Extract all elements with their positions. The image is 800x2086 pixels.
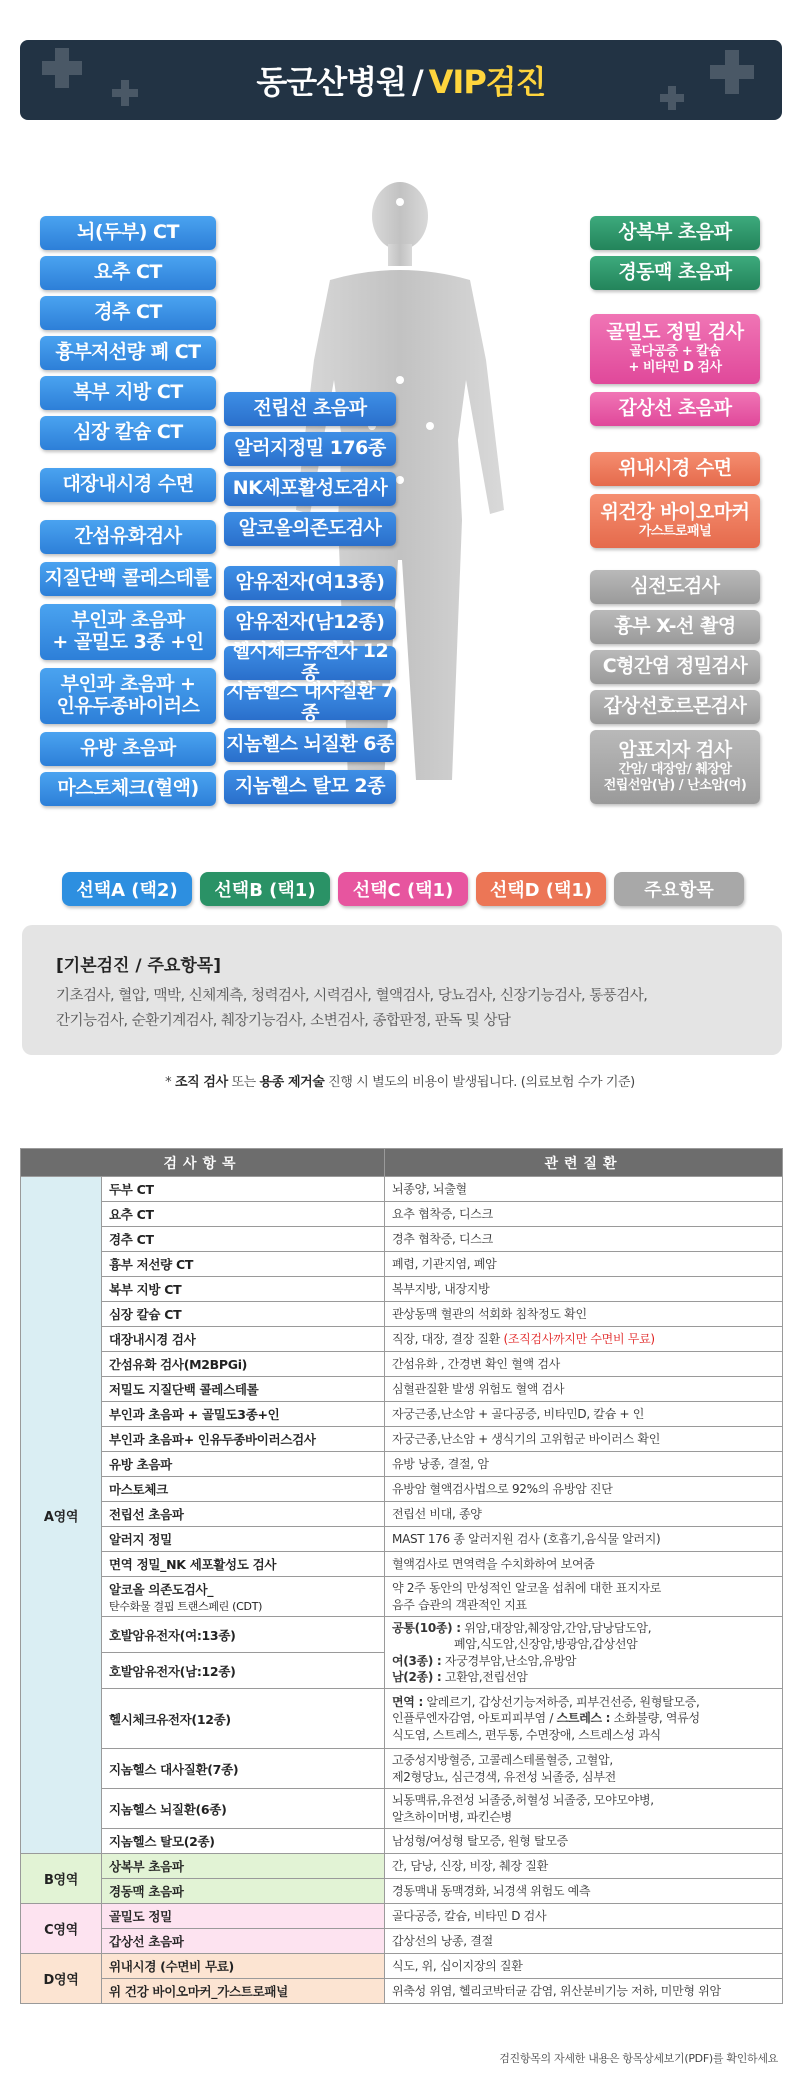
table-row: 헬시체크유전자(12종) 면역 : 알레르기, 갑상선기능저하증, 피부건선증, 원형탈모증, 인플루엔자감염, 아토피피부염 / 스트레스 : 소화불량, 역류성 식도염, 스트레스, 편두통, 수면장애, 스트레스성 과식 xyxy=(21,1689,783,1749)
label-genome-brain: 지놈헬스 뇌질환 6종 xyxy=(224,728,396,762)
basic-checkup-title: [기본검진 / 주요항목] xyxy=(56,956,221,976)
label-breast-ultrasound: 유방 초음파 xyxy=(40,732,216,766)
cost-note: * 조직 검사 또는 용종 제거술 진행 시 별도의 비용이 발생됩니다. (의료보험 수가 기준) xyxy=(165,1075,635,1090)
label-gastroscopy: 위내시경 수면 xyxy=(590,452,760,486)
table-row: 유방 초음파 유방 낭종, 결절, 암 xyxy=(21,1452,783,1477)
label-upper-abdominal-ultrasound: 상복부 초음파 xyxy=(590,216,760,250)
table-row: 흉부 저선량 CT 폐렴, 기관지염, 폐암 xyxy=(21,1252,783,1277)
page-title: 동군산병원 / VIP검진 xyxy=(256,63,546,101)
table-row: 면역 정밀_NK 세포활성도 검사 혈액검사로 면역력을 수치화하여 보여줌 xyxy=(21,1552,783,1577)
label-chest-xray: 흉부 X-선 촬영 xyxy=(590,610,760,644)
table-row: 호발암유전자(남:12종) xyxy=(21,1653,783,1689)
label-cancer-gene-male: 암유전자(남12종) xyxy=(224,606,396,640)
table-row: 지놈헬스 뇌질환(6종) 뇌동맥류,유전성 뇌졸중,허혈성 뇌졸중, 모야모야병, 알츠하이머병, 파킨슨병 xyxy=(21,1789,783,1829)
hospital-name: 동군산병원 xyxy=(256,63,406,101)
header-related-disease: 관련질환 xyxy=(385,1149,783,1177)
label-bone-density: 골밀도 정밀 검사 골다공증 + 칼슘 + 비타민 D 검사 xyxy=(590,314,760,384)
table-row: B영역 상복부 초음파 간, 담낭, 신장, 비장, 췌장 질환 xyxy=(21,1854,783,1879)
table-row: 위 건강 바이오마커_가스트로패널 위축성 위염, 헬리코박터균 감염, 위산분비기능 저하, 미만형 위암 xyxy=(21,1979,783,2004)
basic-checkup-text: 기초검사, 혈압, 맥박, 신체계측, 청력검사, 시력검사, 혈액검사, 당뇨검사, 신장기능검사, 통풍검사, 간기능검사, 순환기계검사, 췌장기능검사, 소변검사, 종합판정, 판독 및 상담 xyxy=(56,988,648,1030)
table-row: 지놈헬스 탈모(2종) 남성형/여성형 탈모증, 원형 탈모증 xyxy=(21,1829,783,1854)
label-ecg: 심전도검사 xyxy=(590,570,760,604)
legend-main-items: 주요항목 xyxy=(614,872,744,906)
label-hepatitis-c: C형간염 정밀검사 xyxy=(590,650,760,684)
table-row: 경동맥 초음파 경동맥내 동맥경화, 뇌경색 위험도 예측 xyxy=(21,1879,783,1904)
table-row: 부인과 초음파 + 골밀도3종+인 자궁근종,난소암 + 골다공증, 비타민D, 칼슘 + 인 xyxy=(21,1402,783,1427)
table-row: 복부 지방 CT 복부지방, 내장지방 xyxy=(21,1277,783,1302)
label-cancer-gene-female: 암유전자(여13종) xyxy=(224,566,396,600)
label-lipoprotein: 지질단백 콜레스테롤 xyxy=(40,562,216,596)
label-cervical-ct: 경추 CT xyxy=(40,296,216,330)
cross-decoration-icon xyxy=(710,50,754,94)
table-row: 지놈헬스 대사질환(7종) 고중성지방혈증, 고콜레스테롤혈증, 고혈압, 제2형당뇨, 심근경색, 유전성 뇌졸중, 심부전 xyxy=(21,1749,783,1789)
basic-checkup-box xyxy=(22,925,782,1055)
legend-option-b: 선택B (택1) xyxy=(200,872,330,906)
label-tumor-marker: 암표지자 검사 간암/ 대장암/ 췌장암 전립선암(남) / 난소암(여) xyxy=(590,730,760,804)
table-row: 요추 CT 요추 협착증, 디스크 xyxy=(21,1202,783,1227)
label-thyroid-ultrasound: 갑상선 초음파 xyxy=(590,392,760,426)
table-row: 저밀도 지질단백 콜레스테롤 심혈관질환 발생 위험도 혈액 검사 xyxy=(21,1377,783,1402)
label-colonoscopy: 대장내시경 수면 xyxy=(40,468,216,502)
label-healthy-check-gene: 헬시체크유전자 12종 xyxy=(224,646,396,680)
table-row: 전립선 초음파 전립선 비대, 종양 xyxy=(21,1502,783,1527)
zone-a-cell: A영역 xyxy=(21,1177,102,1854)
label-genome-hair: 지놈헬스 탈모 2종 xyxy=(224,770,396,804)
cross-decoration-icon xyxy=(112,80,138,106)
zone-d-cell: D영역 xyxy=(21,1954,102,2004)
table-row: 마스토체크 유방암 혈액검사법으로 92%의 유방암 진단 xyxy=(21,1477,783,1502)
label-gyn-ultrasound-bone: 부인과 초음파 + 골밀도 3종 +인 xyxy=(40,604,216,660)
label-mastocheck: 마스토체크(혈액) xyxy=(40,772,216,806)
label-nk-cell: NK세포활성도검사 xyxy=(224,472,396,506)
cross-decoration-icon xyxy=(42,48,82,88)
table-row: D영역 위내시경 (수면비 무료) 식도, 위, 십이지장의 질환 xyxy=(21,1954,783,1979)
table-row: 알코올 의존도검사_ 탄수화물 결핍 트랜스페린 (CDT) 약 2주 동안의 만성적인 알코올 섭취에 대한 표지자로 음주 습관의 객관적인 지표 xyxy=(21,1577,783,1617)
label-allergy-176: 알러지정밀 176종 xyxy=(224,432,396,466)
exam-table xyxy=(20,1148,783,2004)
zone-b-cell: B영역 xyxy=(21,1854,102,1904)
label-gastric-biomarker: 위건강 바이오마커 가스트로패널 xyxy=(590,494,760,548)
label-prostate-ultrasound: 전립선 초음파 xyxy=(224,392,396,426)
label-genome-metabolic: 지놈헬스 대사질환 7종 xyxy=(224,686,396,720)
table-header-row xyxy=(21,1149,783,1177)
legend-option-d: 선택D (택1) xyxy=(476,872,606,906)
table-row: 간섬유화 검사(M2BPGi) 간섬유화 , 간경변 확인 혈액 검사 xyxy=(21,1352,783,1377)
table-row: A영역 두부 CT 뇌종양, 뇌출혈 xyxy=(21,1177,783,1202)
footer-note: 검진항목의 자세한 내용은 항목상세보기(PDF)를 확인하세요 xyxy=(499,2052,778,2065)
label-alcohol-dependence: 알코올의존도검사 xyxy=(224,512,396,546)
label-lumbar-ct: 요추 CT xyxy=(40,256,216,290)
table-row: 갑상선 초음파 갑상선의 낭종, 결절 xyxy=(21,1929,783,1954)
header-exam-item: 검사항목 xyxy=(21,1149,385,1177)
vip-title: VIP검진 xyxy=(428,63,546,101)
legend-option-a: 선택A (택2) xyxy=(62,872,192,906)
label-gyn-ultrasound-hpv: 부인과 초음파 + 인유두종바이러스 xyxy=(40,668,216,724)
label-abdominal-fat-ct: 복부 지방 CT xyxy=(40,376,216,410)
label-liver-fibrosis: 간섬유화검사 xyxy=(40,520,216,554)
label-thyroid-hormone: 갑상선호르몬검사 xyxy=(590,690,760,724)
page-header xyxy=(20,40,782,120)
legend-option-c: 선택C (택1) xyxy=(338,872,468,906)
table-row: 부인과 초음파+ 인유두종바이러스검사 자궁근종,난소암 + 생식기의 고위험군 바이러스 확인 xyxy=(21,1427,783,1452)
table-row: 호발암유전자(여:13종) 공통(10종) : 위암,대장암,췌장암,간암,담낭담도암, 폐암,식도암,신장암,방광암,갑상선암 여(3종) : 자궁경부암,난소암,유방암 남(2종) : 고환암,전립선암 xyxy=(21,1617,783,1653)
label-chest-ct: 흉부저선량 폐 CT xyxy=(40,336,216,370)
cross-decoration-icon xyxy=(660,86,684,110)
table-row: C영역 골밀도 정밀 골다공증, 칼슘, 비타민 D 검사 xyxy=(21,1904,783,1929)
zone-c-cell: C영역 xyxy=(21,1904,102,1954)
table-row: 알러지 정밀 MAST 176 종 알러지원 검사 (호흡기,음식물 알러지) xyxy=(21,1527,783,1552)
table-row: 대장내시경 검사 직장, 대장, 결장 질환 (조직검사까지만 수면비 무료) xyxy=(21,1327,783,1352)
table-row: 심장 칼슘 CT 관상동맥 혈관의 석회화 침착정도 확인 xyxy=(21,1302,783,1327)
table-row: 경추 CT 경추 협착증, 디스크 xyxy=(21,1227,783,1252)
label-cardiac-calcium-ct: 심장 칼슘 CT xyxy=(40,416,216,450)
label-brain-ct: 뇌(두부) CT xyxy=(40,216,216,250)
label-carotid-ultrasound: 경동맥 초음파 xyxy=(590,256,760,290)
